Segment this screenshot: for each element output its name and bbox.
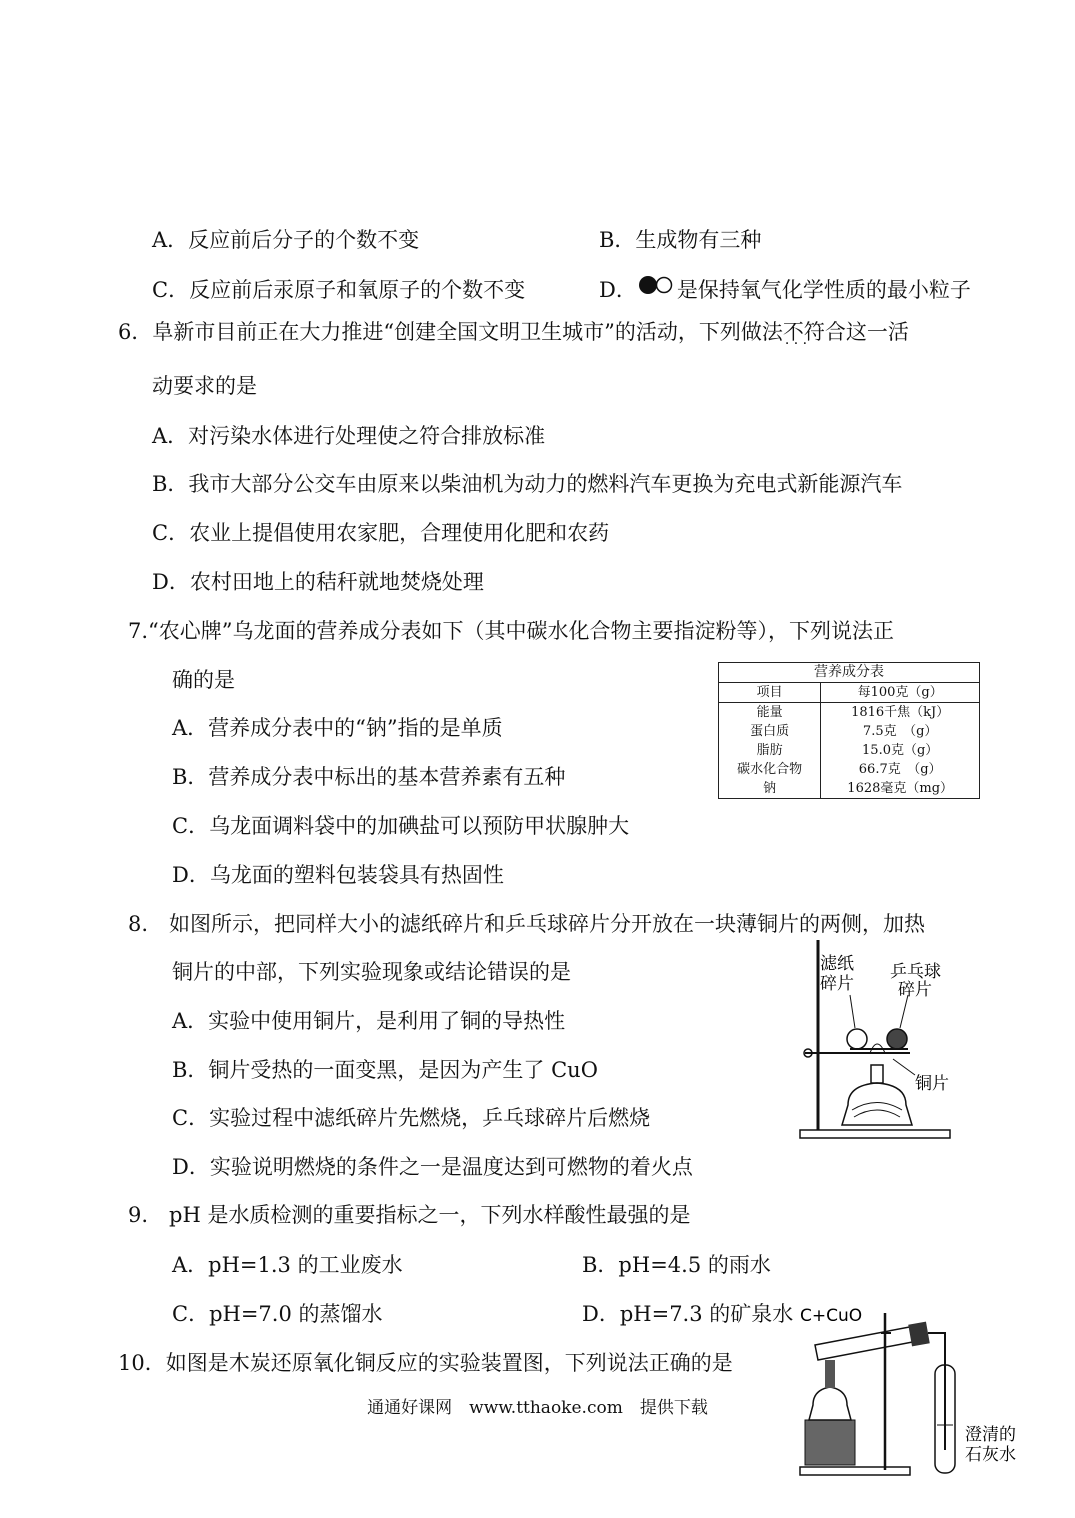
q9-stem: 9. pH 是水质检测的重要指标之一，下列水样酸性最强的是 [128, 1203, 691, 1227]
q5-option-c: C．反应前后汞原子和氧原子的个数不变 [152, 278, 526, 302]
nutrition-cell: 15.0克（g） [862, 743, 939, 758]
q9-option-b: B．pH=4.5 的雨水 [582, 1253, 771, 1277]
q9-option-d: D．pH=7.3 的矿泉水 [582, 1302, 794, 1326]
nutrition-cell: 7.5克 （g） [862, 724, 938, 739]
q6-stem-line2: 动要求的是 [152, 374, 257, 398]
q7-stem-line1: 7.“农心牌”乌龙面的营养成分表如下（其中碳水化合物主要指淀粉等），下列说法正 [128, 619, 895, 643]
q5-option-d [599, 276, 971, 304]
nutrition-cell: 蛋白质 [719, 722, 821, 741]
q6-option-c: C．农业上提倡使用农家肥，合理使用化肥和农药 [152, 521, 610, 545]
limewater-label-1: 澄清的 [965, 1425, 1016, 1445]
nutrition-table [718, 662, 980, 799]
limewater-label-2: 石灰水 [965, 1445, 1016, 1465]
nutrition-cell: 脂肪 [719, 741, 821, 760]
q6-stem-line1 [118, 318, 909, 346]
q8-option-b: B．铜片受热的一面变黑，是因为产生了 CuO [172, 1058, 598, 1082]
q6-stem-post: 这一活 [845, 320, 909, 344]
q8-option-c: C．实验过程中滤纸碎片先燃烧，乒乓球碎片后燃烧 [172, 1106, 651, 1130]
q6-option-b: B．我市大部分公交车由原来以柴油机为动力的燃料汽车更换为充电式新能源汽车 [152, 472, 903, 496]
filter-paper-label-2: 碎片 [820, 974, 854, 994]
filter-paper-label-1: 滤纸 [820, 954, 854, 974]
nutrition-cell: 1816千焦（kJ） [851, 705, 950, 720]
q5-option-b: B．生成物有三种 [599, 228, 762, 252]
combustion-experiment-figure [790, 935, 970, 1145]
q6-stem-emphasis: 不符合 · · · [783, 320, 846, 344]
copper-sheet-label: 铜片 [915, 1074, 949, 1094]
q7-option-d: D．乌龙面的塑料包装袋具有热固性 [172, 863, 504, 887]
q6-stem-pre: 6．阜新市目前正在大力推进“创建全国文明卫生城市”的活动，下列做法 [118, 320, 783, 344]
q5-option-d-text: 是保持氧气化学性质的最小粒子 [676, 278, 971, 302]
nutrition-cell: 能量 [719, 703, 821, 723]
pingpong-label-1: 乒乓球 [890, 962, 941, 982]
nutrition-cell: 1628毫克（mg） [847, 781, 954, 796]
q7-option-b: B．营养成分表中标出的基本营养素有五种 [172, 765, 566, 789]
reactants-label: C+CuO [800, 1306, 863, 1326]
nutrition-table-caption: 营养成分表 [719, 663, 980, 683]
q6-option-a: A．对污染水体进行处理使之符合排放标准 [152, 424, 546, 448]
nutrition-cell: 碳水化合物 [719, 760, 821, 779]
nutrition-cell: 钠 [719, 779, 821, 799]
q7-stem-line2: 确的是 [172, 668, 235, 692]
q6-option-d: D．农村田地上的秸秆就地焚烧处理 [152, 570, 484, 594]
q8-option-a: A．实验中使用铜片，是利用了铜的导热性 [172, 1009, 566, 1033]
q10-stem: 10．如图是木炭还原氧化铜反应的实验装置图，下列说法正确的是 [118, 1351, 733, 1375]
oxygen-molecule-icon [637, 276, 677, 300]
q5-option-a: A．反应前后分子的个数不变 [152, 228, 420, 252]
q9-option-c: C．pH=7.0 的蒸馏水 [172, 1302, 383, 1326]
nutrition-header-amount: 每100克（g） [821, 683, 980, 703]
nutrition-cell: 66.7克 （g） [858, 762, 942, 777]
page-footer: 通通好课网 www.tthaoke.com 提供下载 [367, 1398, 708, 1418]
q5-option-d-prefix: D． [599, 278, 637, 302]
nutrition-header-item: 项目 [719, 683, 821, 703]
q7-option-a: A．营养成分表中的“钠”指的是单质 [172, 716, 503, 740]
pingpong-label-2: 碎片 [898, 980, 932, 1000]
q8-option-d: D．实验说明燃烧的条件之一是温度达到可燃物的着火点 [172, 1155, 693, 1179]
q9-option-a: A．pH=1.3 的工业废水 [172, 1253, 403, 1277]
q8-stem-line1: 8. 如图所示，把同样大小的滤纸碎片和乒乓球碎片分开放在一块薄铜片的两侧，加热 [128, 912, 926, 936]
q8-stem-line2: 铜片的中部，下列实验现象或结论错误的是 [172, 960, 571, 984]
q7-option-c: C．乌龙面调料袋中的加碘盐可以预防甲状腺肿大 [172, 814, 630, 838]
